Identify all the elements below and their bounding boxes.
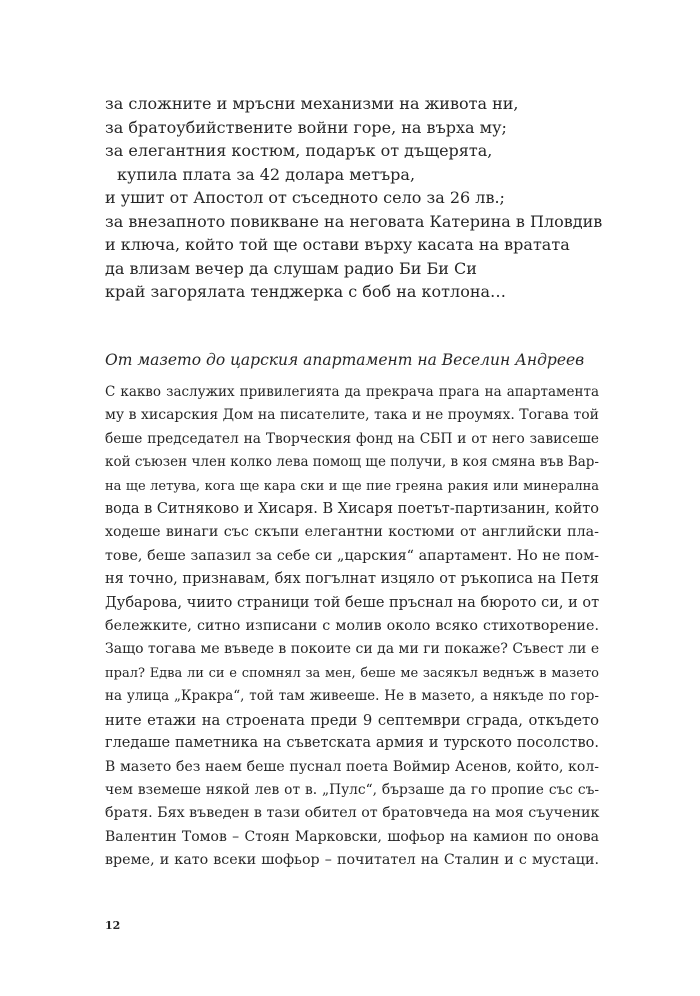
prose-line: гледаше паметника на съветската армия и турското посолство. [105,735,599,752]
prose-line: Защо тогава ме въведе в покоите си да ми ги покаже? Съвест ли е [105,641,600,658]
prose-line: Валентин Томов – Стоян Марковски, шофьор на камион по онова [105,828,599,845]
poem-line: за внезапното повикване на неговата Катерина в Пловдив [105,211,603,231]
prose-line: време, и като всеки шофьор – почитател на Сталин и с мустаци. [105,852,599,869]
prose-line: В мазето без наем беше пуснал поета Воймир Асенов, който, кол- [105,758,599,775]
poem-line: и ключа, който той ще остави върху касата на вратата [105,235,570,254]
prose-line: братя. Бях въведен в тази обител от братовчеда на моя съученик [105,805,600,822]
poem-line: и ушит от Апостол от съседното село за 26 лв.; [105,188,505,207]
poem-line: да влизам вечер да слушам радио Би Би Си [105,258,477,278]
prose-line: на улица „Кракра“, той там живееше. Не в мазето, а някъде по гор- [105,688,599,705]
poem-line: за елегантния костюм, подарък от дъщерята, [105,141,493,160]
prose-line: кой съюзен член колко лева помощ ще получи, в коя смяна във Вар- [105,454,599,471]
section-title: От мазето до царския апартамент на Веселин Андреев [105,351,585,369]
prose-line: му в хисарския Дом на писателите, така и не проумях. Тогава той [105,407,599,424]
poem-line: край загорялата тенджерка с боб на котлона… [105,282,507,301]
prose-line: Дубарова, чиито страници той беше пръснал на бюрото си, и от [105,594,600,611]
prose-line: тове, беше запазил за себе си „царския“ апартамент. Но не пом- [105,547,599,564]
prose-line: ходеше винаги със скъпи елегантни костюми от английски пла- [105,524,599,541]
poem-line: за братоубийствените войни горе, на върха му; [105,117,507,137]
prose-line: чем вземеше някой лев от в. „Пулс“, бързаше да го пропие със съ- [105,781,599,798]
poem-block [105,92,605,304]
prose-line: прал? Едва ли си е спомнял за мен, беше ме засякъл веднъж в мазето [105,665,599,681]
prose-line: ните етажи на строената преди 9 септември сграда, откъдето [105,711,599,729]
prose-line: С какво заслужих привилегията да прекрача прага на апартамента [105,384,599,400]
prose-line: на ще летува, кога ще кара ски и ще пие грeяна ракия или минерална [105,478,599,494]
prose-line: беше председател на Творческия фонд на СБП и от него зависеше [105,430,599,447]
poem-line: за сложните и мръсни механизми на живота ни, [105,94,519,113]
prose-line: ня точно, признавам, бях погълнат изцяло от ръкописа на Петя [105,571,599,588]
page-number: 12 [105,919,121,932]
prose-block [105,381,599,873]
prose-line: вода в Ситняково и Хисаря. В Хисаря поетът-партизанин, който [105,501,599,518]
prose-line: бележките, ситно изписани с молив около всяко стихотворение. [105,618,599,635]
poem-line: купила плата за 42 долара метъра, [117,164,416,184]
